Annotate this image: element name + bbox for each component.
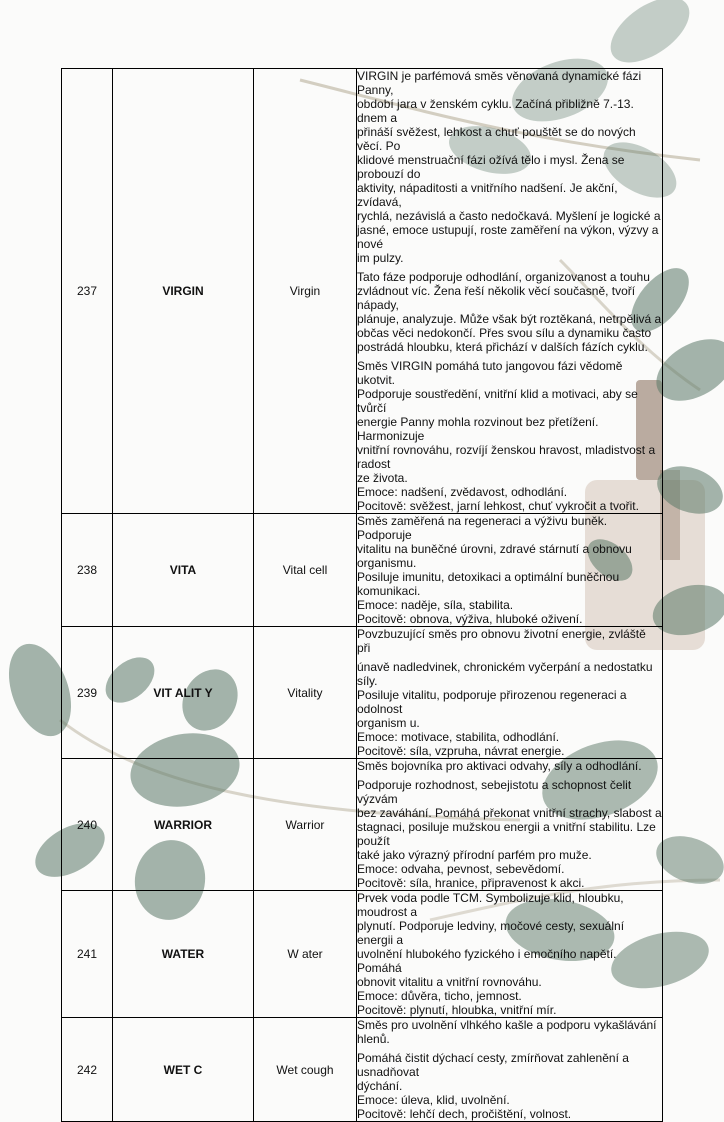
description-line: Prvek voda podle TCM. Symbolizuje klid, hloubku, moudrost a xyxy=(357,891,624,919)
blend-description xyxy=(357,1018,663,1122)
description-line: Emoce: motivace, stabilita, odhodlání. xyxy=(357,730,560,744)
description-line: Pomáhá čistit dýchací cesty, zmírňovat zahlenění a usnadňovat xyxy=(357,1051,629,1079)
description-line: plánuje, analyzuje. Může však být roztěkaná, netrpělivá a xyxy=(357,312,662,326)
description-line: organism u. xyxy=(357,716,420,730)
description-line: energie Panny mohla rozvinout bez přetížení. Harmonizuje xyxy=(357,415,599,443)
blend-english-name: Virgin xyxy=(254,69,357,514)
blend-name: VITA xyxy=(113,514,254,627)
description-line: přináší svěžest, lehkost a chuť pouštět se do nových věcí. Po xyxy=(357,125,636,153)
blend-name: WET C xyxy=(113,1018,254,1122)
blend-description xyxy=(357,759,663,891)
blend-number: 241 xyxy=(62,891,113,1018)
description-line: zvládnout víc. Žena řeší několik věcí současně, tvoří nápady, xyxy=(357,284,636,312)
blend-name: VIRGIN xyxy=(113,69,254,514)
table-row xyxy=(62,514,663,627)
blend-english-name: W ater xyxy=(254,891,357,1018)
description-line: vnitřní rovnováhu, rozvíjí ženskou hravost, mladistvost a radost xyxy=(357,443,656,471)
description-line: Emoce: úleva, klid, uvolnění. xyxy=(357,1093,510,1107)
description-line: obnovit vitalitu a vnitřní rovnováhu. xyxy=(357,975,542,989)
description-line: Podporuje rozhodnost, sebejistotu a schopnost čelit výzvám xyxy=(357,778,632,806)
blend-english-name: Vitality xyxy=(254,627,357,759)
description-line: Posiluje vitalitu, podporuje přirozenou regeneraci a odolnost xyxy=(357,688,627,716)
description-line: Pocitově: síla, vzpruha, návrat energie. xyxy=(357,744,565,758)
description-line: uvolnění hlubokého fyzického i emočního napětí. Pomáhá xyxy=(357,947,617,975)
table-row xyxy=(62,1018,663,1122)
description-line: VIRGIN je parfémová směs věnovaná dynamické fázi Panny, xyxy=(357,69,642,97)
description-line: Pocitově: lehčí dech, pročištění, volnost. xyxy=(357,1107,572,1121)
description-line: Směs VIRGIN pomáhá tuto jangovou fázi vědomě ukotvit. xyxy=(357,359,623,387)
blend-name: WARRIOR xyxy=(113,759,254,891)
blends-table xyxy=(61,68,663,1122)
description-line: Pocitově: svěžest, jarní lehkost, chuť vykročit a tvořit. xyxy=(357,499,639,513)
blend-number: 242 xyxy=(62,1018,113,1122)
description-line: jasné, emoce ustupují, roste zaměření na výkon, výzvy a nové xyxy=(357,223,659,251)
description-line: Povzbuzující směs pro obnovu životní energie, zvláště při xyxy=(357,627,646,655)
blend-description xyxy=(357,69,663,514)
description-line: Tato fáze podporuje odhodlání, organizovanost a touhu xyxy=(357,270,650,284)
description-line: stagnaci, posiluje mužskou energii a vnitřní stabilitu. Lze použít xyxy=(357,820,656,848)
description-line: Posiluje imunitu, detoxikaci a optimální buněčnou komunikaci. xyxy=(357,570,620,598)
description-line: dýchání. xyxy=(357,1079,403,1093)
blend-number: 240 xyxy=(62,759,113,891)
description-line: aktivity, nápaditosti a vnitřního nadšení. Je akční, zvídavá, xyxy=(357,181,618,209)
description-line: Emoce: naděje, síla, stabilita. xyxy=(357,598,514,612)
blend-description xyxy=(357,891,663,1018)
blend-number: 239 xyxy=(62,627,113,759)
description-line: období jara v ženském cyklu. Začíná přibližně 7.-13. dnem a xyxy=(357,97,634,125)
description-line: Emoce: odvaha, pevnost, sebevědomí. xyxy=(357,862,565,876)
blend-name: WATER xyxy=(113,891,254,1018)
description-line: im pulzy. xyxy=(357,251,404,265)
blend-english-name: Vital cell xyxy=(254,514,357,627)
description-line: Směs bojovníka pro aktivaci odvahy, síly a odhodlání. xyxy=(357,759,642,773)
description-line: občas věci nedokončí. Přes svou sílu a dynamiku často xyxy=(357,326,652,340)
blend-description xyxy=(357,627,663,759)
description-line: Směs zaměřená na regeneraci a výživu buněk. Podporuje xyxy=(357,514,608,542)
description-line: ze života. xyxy=(357,471,408,485)
blend-english-name: Warrior xyxy=(254,759,357,891)
description-line: Pocitově: obnova, výživa, hluboké oživení. xyxy=(357,612,583,626)
description-line: Emoce: nadšení, zvědavost, odhodlání. xyxy=(357,485,568,499)
description-line: Podporuje soustředění, vnitřní klid a motivaci, aby se tvůrčí xyxy=(357,387,638,415)
blend-description xyxy=(357,514,663,627)
description-line: také jako výrazný přírodní parfém pro muže. xyxy=(357,848,592,862)
description-line: bez zaváhání. Pomáhá překonat vnitřní strachy, slabost a xyxy=(357,806,662,820)
blend-name: VIT ALIT Y xyxy=(113,627,254,759)
description-line: Emoce: důvěra, ticho, jemnost. xyxy=(357,989,522,1003)
description-line: postrádá hloubku, která přichází v dalších fázích cyklu. xyxy=(357,340,648,354)
description-line: rychlá, nezávislá a často nedočkavá. Myšlení je logické a xyxy=(357,209,661,223)
blend-number: 238 xyxy=(62,514,113,627)
description-line: plynutí. Podporuje ledviny, močové cesty, sexuální energii a xyxy=(357,919,625,947)
description-line: únavě nadledvinek, chronickém vyčerpání a nedostatku síly. xyxy=(357,660,653,688)
description-line: klidové menstruační fázi ožívá tělo i mysl. Žena se probouzí do xyxy=(357,153,625,181)
table-row xyxy=(62,891,663,1018)
blend-number: 237 xyxy=(62,69,113,514)
table-row xyxy=(62,759,663,891)
description-line: Pocitově: síla, hranice, připravenost k akci. xyxy=(357,876,585,890)
description-line: Pocitově: plynutí, hloubka, vnitřní mír. xyxy=(357,1003,557,1017)
table-row xyxy=(62,627,663,759)
table-row xyxy=(62,69,663,514)
description-line: vitalitu na buněčné úrovni, zdravé stárnutí a obnovu organismu. xyxy=(357,542,632,570)
description-line: Směs pro uvolnění vlhkého kašle a podporu vykašlávání hlenů. xyxy=(357,1018,657,1046)
blends-table-body xyxy=(62,69,663,1122)
blend-english-name: Wet cough xyxy=(254,1018,357,1122)
